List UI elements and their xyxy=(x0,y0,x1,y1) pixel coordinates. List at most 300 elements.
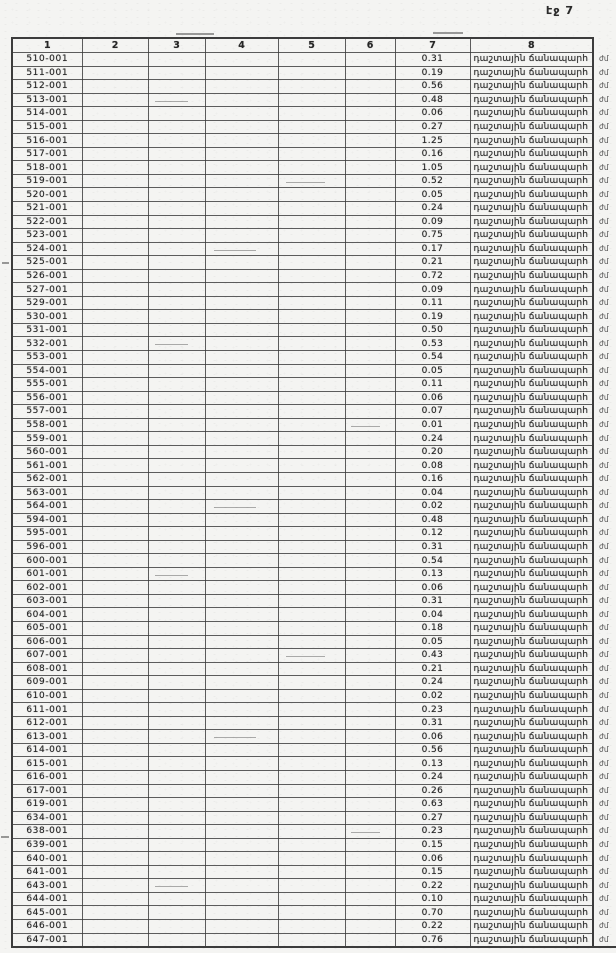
table-row xyxy=(12,445,616,459)
empty-cell xyxy=(148,567,205,581)
row-description: դաշտային ճանապարհ xyxy=(470,784,593,798)
edge-fragment: ժմ xyxy=(599,392,609,402)
table-row xyxy=(12,635,616,649)
row-id: 557-001 xyxy=(12,405,82,419)
empty-cell xyxy=(345,635,395,649)
empty-cell xyxy=(345,649,395,663)
edge-fragment: ժմ xyxy=(599,690,609,700)
row-value: 0.07 xyxy=(395,405,470,419)
empty-cell xyxy=(345,256,395,270)
empty-cell xyxy=(278,337,345,351)
row-id: 609-001 xyxy=(12,676,82,690)
empty-cell xyxy=(205,486,278,500)
empty-cell xyxy=(278,513,345,527)
column-header: 2 xyxy=(82,38,148,53)
empty-cell xyxy=(148,581,205,595)
edge-fragment: ժմ xyxy=(599,528,609,538)
row-id: 511-001 xyxy=(12,66,82,80)
table-row xyxy=(12,798,616,812)
empty-cell xyxy=(278,567,345,581)
empty-cell xyxy=(345,283,395,297)
empty-cell xyxy=(345,662,395,676)
table-row xyxy=(12,689,616,703)
table-row xyxy=(12,621,616,635)
empty-cell xyxy=(82,269,148,283)
empty-cell xyxy=(148,134,205,148)
empty-cell xyxy=(82,594,148,608)
empty-cell xyxy=(205,906,278,920)
table-row xyxy=(12,716,616,730)
empty-cell xyxy=(205,852,278,866)
empty-cell xyxy=(345,594,395,608)
empty-cell xyxy=(148,188,205,202)
row-value: 0.06 xyxy=(395,391,470,405)
row-description: դաշտային ճանապարհ xyxy=(470,649,593,663)
row-description: դաշտային ճանապարհ xyxy=(470,418,593,432)
row-description: դաշտային ճանապարհ xyxy=(470,147,593,161)
edge-fragment: ժմ xyxy=(599,284,609,294)
row-id: 612-001 xyxy=(12,716,82,730)
empty-cell xyxy=(278,323,345,337)
table-row xyxy=(12,161,616,175)
empty-cell xyxy=(278,554,345,568)
row-id: 555-001 xyxy=(12,378,82,392)
empty-cell xyxy=(205,215,278,229)
empty-cell xyxy=(205,472,278,486)
row-value: 0.48 xyxy=(395,513,470,527)
row-value: 0.06 xyxy=(395,730,470,744)
row-value: 0.11 xyxy=(395,378,470,392)
empty-cell xyxy=(82,852,148,866)
table-row xyxy=(12,920,616,934)
row-value: 0.02 xyxy=(395,500,470,514)
empty-cell xyxy=(148,554,205,568)
row-id: 616-001 xyxy=(12,770,82,784)
row-description: դաշտային ճանապարհ xyxy=(470,296,593,310)
empty-cell xyxy=(205,459,278,473)
edge-fragment: ժմ xyxy=(593,933,616,947)
row-description: դաշտային ճանապարհ xyxy=(470,906,593,920)
row-value: 0.52 xyxy=(395,174,470,188)
edge-fragment: ժմ xyxy=(599,230,609,240)
row-id: 602-001 xyxy=(12,581,82,595)
empty-cell xyxy=(82,364,148,378)
edge-fragment: ժմ xyxy=(599,108,609,118)
edge-fragment: ժմ xyxy=(599,501,609,511)
empty-cell xyxy=(205,500,278,514)
empty-cell xyxy=(278,269,345,283)
empty-cell xyxy=(148,689,205,703)
row-description: դաշտային ճանապարհ xyxy=(470,879,593,893)
empty-cell xyxy=(205,757,278,771)
empty-cell xyxy=(205,784,278,798)
row-id: 520-001 xyxy=(12,188,82,202)
empty-cell xyxy=(278,378,345,392)
empty-cell xyxy=(345,757,395,771)
row-description: դաշտային ճանապարհ xyxy=(470,757,593,771)
empty-cell xyxy=(278,716,345,730)
row-value: 0.19 xyxy=(395,310,470,324)
edge-fragment: ժմ xyxy=(599,894,609,904)
empty-cell xyxy=(345,852,395,866)
row-value: 0.05 xyxy=(395,188,470,202)
empty-cell xyxy=(278,120,345,134)
empty-cell xyxy=(82,310,148,324)
table-row xyxy=(12,202,616,216)
empty-cell xyxy=(82,229,148,243)
empty-cell xyxy=(205,351,278,365)
row-description: դաշտային ճանապարհ xyxy=(470,188,593,202)
edge-fragment: ժմ xyxy=(599,921,609,931)
empty-cell xyxy=(278,770,345,784)
row-id: 527-001 xyxy=(12,283,82,297)
empty-cell xyxy=(278,310,345,324)
row-id: 607-001 xyxy=(12,649,82,663)
scan-artifact xyxy=(1,836,9,838)
empty-cell xyxy=(278,80,345,94)
row-value: 0.06 xyxy=(395,581,470,595)
table-row xyxy=(12,283,616,297)
empty-cell xyxy=(148,770,205,784)
empty-cell xyxy=(148,472,205,486)
empty-cell xyxy=(148,757,205,771)
empty-cell xyxy=(345,80,395,94)
row-description: դաշտային ճանապարհ xyxy=(470,405,593,419)
row-id: 530-001 xyxy=(12,310,82,324)
row-id: 615-001 xyxy=(12,757,82,771)
row-description: դաշտային ճանապարհ xyxy=(470,581,593,595)
empty-cell xyxy=(82,920,148,934)
empty-cell xyxy=(278,202,345,216)
empty-cell xyxy=(205,770,278,784)
row-id: 564-001 xyxy=(12,500,82,514)
row-value: 0.76 xyxy=(395,933,470,947)
empty-cell xyxy=(278,486,345,500)
row-description: դաշտային ճանապարհ xyxy=(470,594,593,608)
edge-fragment: ժմ xyxy=(599,704,609,714)
empty-cell xyxy=(148,879,205,893)
table-row xyxy=(12,134,616,148)
empty-cell xyxy=(278,743,345,757)
empty-cell xyxy=(82,703,148,717)
row-id: 522-001 xyxy=(12,215,82,229)
empty-cell xyxy=(205,93,278,107)
row-description: դաշտային ճանապարհ xyxy=(470,608,593,622)
empty-cell xyxy=(205,920,278,934)
empty-cell xyxy=(82,378,148,392)
row-value: 0.72 xyxy=(395,269,470,283)
row-id: 617-001 xyxy=(12,784,82,798)
row-description: դաշտային ճանապարհ xyxy=(470,540,593,554)
row-description: դաշտային ճանապարհ xyxy=(470,472,593,486)
empty-cell xyxy=(148,202,205,216)
row-description: դաշտային ճանապարհ xyxy=(470,825,593,839)
empty-cell xyxy=(82,93,148,107)
row-description: դաշտային ճանապարհ xyxy=(470,269,593,283)
empty-cell xyxy=(345,621,395,635)
empty-cell xyxy=(345,730,395,744)
table-row xyxy=(12,432,616,446)
empty-cell xyxy=(205,66,278,80)
row-id: 634-001 xyxy=(12,811,82,825)
row-value: 0.22 xyxy=(395,920,470,934)
empty-cell xyxy=(278,229,345,243)
row-id: 558-001 xyxy=(12,418,82,432)
empty-cell xyxy=(345,296,395,310)
empty-cell xyxy=(148,486,205,500)
row-value: 0.20 xyxy=(395,445,470,459)
row-id: 523-001 xyxy=(12,229,82,243)
empty-cell xyxy=(205,378,278,392)
empty-cell xyxy=(148,676,205,690)
empty-cell xyxy=(148,418,205,432)
empty-cell xyxy=(82,676,148,690)
edge-fragment: ժմ xyxy=(599,772,609,782)
row-description: դաշտային ճանապարհ xyxy=(470,174,593,188)
edge-fragment: ժմ xyxy=(599,325,609,335)
edge-fragment: ժմ xyxy=(599,596,609,606)
column-header: 5 xyxy=(278,38,345,53)
empty-cell xyxy=(82,391,148,405)
row-id: 563-001 xyxy=(12,486,82,500)
empty-cell xyxy=(148,337,205,351)
edge-fragment: ժմ xyxy=(599,67,609,77)
column-header: 7 xyxy=(395,38,470,53)
empty-cell xyxy=(82,608,148,622)
edge-fragment: ժմ xyxy=(599,81,609,91)
edge-fragment: ժմ xyxy=(599,311,609,321)
empty-cell xyxy=(82,784,148,798)
empty-cell xyxy=(205,147,278,161)
empty-cell xyxy=(148,865,205,879)
empty-cell xyxy=(345,215,395,229)
row-description: դաշտային ճանապարհ xyxy=(470,513,593,527)
table-row xyxy=(12,500,616,514)
empty-cell xyxy=(82,757,148,771)
empty-cell xyxy=(345,120,395,134)
table-row xyxy=(12,310,616,324)
edge-fragment: ժմ xyxy=(599,487,609,497)
empty-cell xyxy=(345,418,395,432)
table-row xyxy=(12,256,616,270)
table-row xyxy=(12,906,616,920)
row-value: 0.18 xyxy=(395,621,470,635)
empty-cell xyxy=(148,703,205,717)
empty-cell xyxy=(148,838,205,852)
empty-cell xyxy=(278,852,345,866)
empty-cell xyxy=(82,906,148,920)
empty-cell xyxy=(205,256,278,270)
edge-fragment: ժմ xyxy=(599,623,609,633)
table-row xyxy=(12,770,616,784)
edge-fragment: ժմ xyxy=(599,122,609,131)
empty-cell xyxy=(82,202,148,216)
table-row xyxy=(12,892,616,906)
empty-cell xyxy=(345,459,395,473)
empty-cell xyxy=(205,53,278,67)
empty-cell xyxy=(82,567,148,581)
empty-cell xyxy=(148,432,205,446)
table-row xyxy=(12,757,616,771)
empty-cell xyxy=(82,892,148,906)
edge-fragment: ժմ xyxy=(599,799,609,809)
row-id: 643-001 xyxy=(12,879,82,893)
row-id: 647-001 xyxy=(12,933,82,947)
empty-cell xyxy=(205,80,278,94)
empty-cell xyxy=(345,391,395,405)
empty-cell xyxy=(82,513,148,527)
table-row xyxy=(12,581,616,595)
edge-fragment: ժմ xyxy=(599,203,609,213)
empty-cell xyxy=(205,174,278,188)
table-row xyxy=(12,879,616,893)
empty-cell xyxy=(82,242,148,256)
empty-cell xyxy=(82,296,148,310)
empty-cell xyxy=(205,838,278,852)
table-row xyxy=(12,53,616,67)
table-row xyxy=(12,364,616,378)
empty-cell xyxy=(82,80,148,94)
row-value: 0.75 xyxy=(395,229,470,243)
empty-cell xyxy=(278,703,345,717)
row-description: դաշտային ճանապարհ xyxy=(470,527,593,541)
empty-cell xyxy=(82,215,148,229)
empty-cell xyxy=(205,608,278,622)
empty-cell xyxy=(205,689,278,703)
row-description: դաշտային ճանապարհ xyxy=(470,933,593,947)
row-value: 1.05 xyxy=(395,161,470,175)
empty-cell xyxy=(82,770,148,784)
empty-cell xyxy=(82,649,148,663)
empty-cell xyxy=(205,188,278,202)
empty-cell xyxy=(148,107,205,121)
edge-fragment: ժմ xyxy=(599,677,609,687)
empty-cell xyxy=(148,784,205,798)
empty-cell xyxy=(82,500,148,514)
row-description: դաշտային ճանապարհ xyxy=(470,798,593,812)
empty-cell xyxy=(278,662,345,676)
row-description: դաշտային ճանապարհ xyxy=(470,662,593,676)
empty-cell xyxy=(205,134,278,148)
edge-column-header xyxy=(593,38,616,53)
empty-cell xyxy=(148,174,205,188)
row-value: 0.53 xyxy=(395,337,470,351)
scan-artifact xyxy=(433,32,463,34)
empty-cell xyxy=(278,730,345,744)
empty-cell xyxy=(278,811,345,825)
empty-cell xyxy=(205,296,278,310)
row-id: 600-001 xyxy=(12,554,82,568)
empty-cell xyxy=(345,770,395,784)
table-row xyxy=(12,378,616,392)
row-description: դաշտային ճանապարհ xyxy=(470,621,593,635)
edge-fragment: ժմ xyxy=(599,636,609,646)
page-number-label: էջ 7 xyxy=(546,4,574,17)
empty-cell xyxy=(205,567,278,581)
empty-cell xyxy=(345,920,395,934)
empty-cell xyxy=(205,621,278,635)
empty-cell xyxy=(278,405,345,419)
table-row xyxy=(12,472,616,486)
row-id: 516-001 xyxy=(12,134,82,148)
row-description: դաշտային ճանապարհ xyxy=(470,432,593,446)
empty-cell xyxy=(82,838,148,852)
row-id: 529-001 xyxy=(12,296,82,310)
empty-cell xyxy=(345,310,395,324)
empty-cell xyxy=(148,459,205,473)
empty-cell xyxy=(148,540,205,554)
empty-cell xyxy=(82,689,148,703)
empty-cell xyxy=(278,500,345,514)
edge-fragment: ժմ xyxy=(599,609,609,619)
row-description: դաշտային ճանապարհ xyxy=(470,676,593,690)
row-description: դաշտային ճանապարհ xyxy=(470,391,593,405)
empty-cell xyxy=(148,405,205,419)
row-id: 521-001 xyxy=(12,202,82,216)
empty-cell xyxy=(82,337,148,351)
empty-cell xyxy=(278,445,345,459)
empty-cell xyxy=(148,527,205,541)
empty-cell xyxy=(82,811,148,825)
empty-cell xyxy=(278,594,345,608)
row-id: 594-001 xyxy=(12,513,82,527)
empty-cell xyxy=(278,134,345,148)
row-id: 519-001 xyxy=(12,174,82,188)
empty-cell xyxy=(205,879,278,893)
row-value: 0.48 xyxy=(395,93,470,107)
empty-cell xyxy=(278,215,345,229)
row-value: 0.15 xyxy=(395,838,470,852)
row-value: 0.06 xyxy=(395,852,470,866)
row-description: դաշտային ճանապարհ xyxy=(470,838,593,852)
empty-cell xyxy=(278,825,345,839)
table-row xyxy=(12,269,616,283)
empty-cell xyxy=(148,743,205,757)
empty-cell xyxy=(205,405,278,419)
empty-cell xyxy=(205,662,278,676)
row-description: դաշտային ճանապարհ xyxy=(470,770,593,784)
empty-cell xyxy=(345,676,395,690)
row-description: դաշտային ճանապարհ xyxy=(470,811,593,825)
empty-cell xyxy=(345,486,395,500)
empty-cell xyxy=(82,432,148,446)
row-id: 608-001 xyxy=(12,662,82,676)
empty-cell xyxy=(148,933,205,947)
empty-cell xyxy=(82,581,148,595)
empty-cell xyxy=(278,161,345,175)
row-id: 561-001 xyxy=(12,459,82,473)
empty-cell xyxy=(148,608,205,622)
empty-cell xyxy=(205,161,278,175)
column-header: 4 xyxy=(205,38,278,53)
row-value: 0.21 xyxy=(395,662,470,676)
empty-cell xyxy=(345,147,395,161)
empty-cell xyxy=(278,53,345,67)
scan-artifact xyxy=(176,33,214,35)
empty-cell xyxy=(148,825,205,839)
row-description: դաշտային ճանապարհ xyxy=(470,892,593,906)
empty-cell xyxy=(345,784,395,798)
empty-cell xyxy=(278,107,345,121)
edge-fragment: ժմ xyxy=(599,758,609,768)
table-row xyxy=(12,703,616,717)
table-row xyxy=(12,80,616,94)
header-row xyxy=(12,38,616,53)
empty-cell xyxy=(205,432,278,446)
table-row xyxy=(12,405,616,419)
edge-fragment: ժմ xyxy=(599,379,609,389)
empty-cell xyxy=(205,811,278,825)
